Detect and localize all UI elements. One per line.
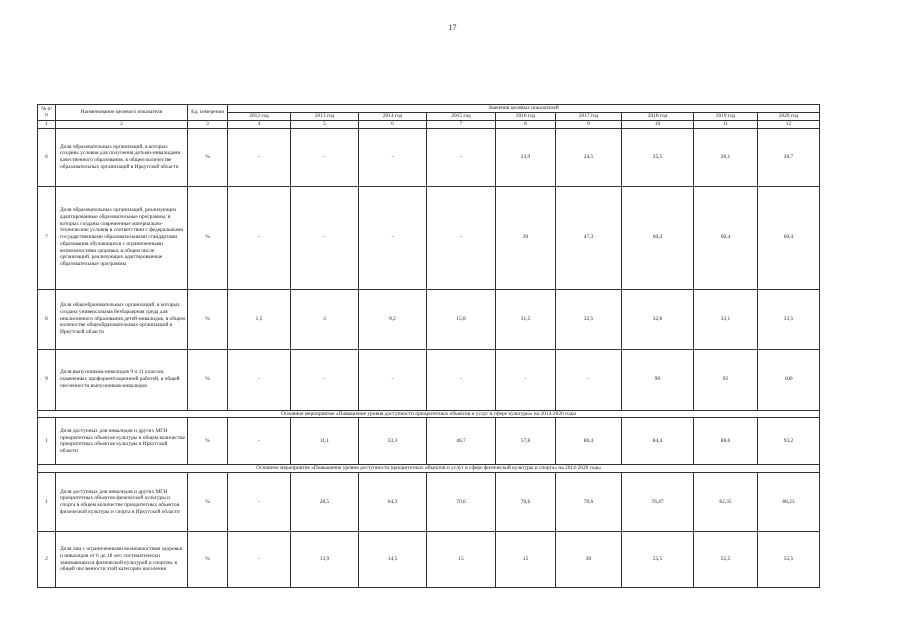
row-value: 20: [496, 186, 556, 289]
row-value: 1,5: [228, 289, 291, 349]
row-value: 88,6: [694, 418, 758, 465]
header-values-group: Значения целевых показателей: [228, 105, 820, 113]
row-unit: %: [188, 532, 228, 588]
row-value: 55,5: [622, 532, 694, 588]
header-year: 2015 год: [427, 113, 496, 121]
header-year: 2013 год: [291, 113, 359, 121]
row-value: 76,47: [622, 473, 694, 532]
header-year: 2018 год: [622, 113, 694, 121]
row-value: 15,8: [427, 289, 496, 349]
row-name: Доля образовательных организаций, в которых созданы условия для получения детьми-инвалидами качественного образования, в общем количестве образовательных организаций в Иркутской области: [56, 128, 188, 186]
row-value: -: [427, 349, 496, 410]
row-value: 15: [427, 532, 496, 588]
row-value: 26,1: [694, 128, 758, 186]
header-year: 2020 год: [758, 113, 820, 121]
row-value: 60,4: [622, 186, 694, 289]
row-value: 13,9: [291, 532, 359, 588]
table-row: [38, 289, 820, 349]
row-num: 1: [38, 473, 56, 532]
row-value: 15: [496, 532, 556, 588]
row-value: -: [228, 128, 291, 186]
row-unit: %: [188, 473, 228, 532]
row-name: Доля выпускников-инвалидов 9 и 11 классов, охваченных профориентационной работой, в общей численности выпускников-инвалидов: [56, 349, 188, 410]
header-unit: Ед. измерения: [188, 105, 228, 121]
row-value: -: [228, 418, 291, 465]
row-value: 24,5: [556, 128, 622, 186]
row-unit: %: [188, 186, 228, 289]
section-title-sport: Основное мероприятие «Повышение уровня доступности приоритетных объектов и услуг в сфере физической культуры и спорта» на 2014-2020 годы: [38, 465, 820, 473]
row-value: 25,5: [622, 128, 694, 186]
col-number: 12: [758, 120, 820, 128]
row-num: 2: [38, 532, 56, 588]
row-value: 33,5: [758, 289, 820, 349]
row-value: 100: [758, 349, 820, 410]
row-unit: %: [188, 289, 228, 349]
col-number: 11: [694, 120, 758, 128]
table-row: [38, 349, 820, 410]
row-value: 70,6: [556, 473, 622, 532]
row-value: 30: [556, 532, 622, 588]
col-number: 10: [622, 120, 694, 128]
page-number: 17: [448, 23, 457, 32]
row-value: 57,8: [496, 418, 556, 465]
col-number: 7: [427, 120, 496, 128]
col-number: 3: [188, 120, 228, 128]
row-value: -: [228, 532, 291, 588]
row-value: -: [359, 349, 427, 410]
col-number: 9: [556, 120, 622, 128]
row-value: 32,8: [622, 289, 694, 349]
row-unit: %: [188, 418, 228, 465]
row-value: -: [228, 186, 291, 289]
header-year: 2014 год: [359, 113, 427, 121]
row-num: 7: [38, 186, 56, 289]
header-year: 2016 год: [496, 113, 556, 121]
row-value: 14,5: [359, 532, 427, 588]
col-number: 2: [56, 120, 188, 128]
row-value: 31,5: [496, 289, 556, 349]
row-value: 80,4: [556, 418, 622, 465]
row-value: -: [291, 128, 359, 186]
table-row: [38, 186, 820, 289]
table-row: [38, 418, 820, 465]
col-number: 4: [228, 120, 291, 128]
row-name: Доля доступных для инвалидов и других МГН приоритетных объектов физической культуры и спорта в общем количестве приоритетных объектов физической культуры и спорта в Иркутской области: [56, 473, 188, 532]
row-value: -: [427, 186, 496, 289]
row-unit: %: [188, 128, 228, 186]
header-num: № п/п: [38, 105, 56, 121]
row-value: 32,5: [556, 289, 622, 349]
row-num: 6: [38, 128, 56, 186]
row-value: -: [291, 349, 359, 410]
row-value: 33,1: [694, 289, 758, 349]
row-value: 82,35: [694, 473, 758, 532]
table-row: [38, 128, 820, 186]
row-value: -: [496, 349, 556, 410]
row-value: 88,23: [758, 473, 820, 532]
row-value: 84,4: [622, 418, 694, 465]
row-value: 26,7: [758, 128, 820, 186]
row-name: Доля доступных для инвалидов и других МГН приоритетных объектов культуры в общем количестве приоритетных объектов культуры в Иркутской области: [56, 418, 188, 465]
row-value: 11,1: [291, 418, 359, 465]
row-value: 55,5: [694, 532, 758, 588]
row-value: 46,7: [427, 418, 496, 465]
col-number: 8: [496, 120, 556, 128]
header-year: 2019 год: [694, 113, 758, 121]
row-value: 60,4: [694, 186, 758, 289]
row-value: 64,3: [359, 473, 427, 532]
row-name: Доля лиц с ограниченными возможностями здоровья и инвалидов от 6 до 18 лет, систематически занимающихся физической культурой и спортом, в общей численности этой категории населения: [56, 532, 188, 588]
row-value: -: [291, 186, 359, 289]
row-value: -: [556, 349, 622, 410]
row-value: 60,4: [758, 186, 820, 289]
table-row: [38, 532, 820, 588]
row-num: 1: [38, 418, 56, 465]
header-year: 2012 год: [228, 113, 291, 121]
row-value: 33,3: [359, 418, 427, 465]
row-value: -: [228, 473, 291, 532]
row-value: -: [427, 128, 496, 186]
row-unit: %: [188, 349, 228, 410]
indicators-table: [37, 104, 820, 588]
row-value: -: [228, 349, 291, 410]
col-number: 6: [359, 120, 427, 128]
row-num: 8: [38, 289, 56, 349]
row-value: 47,3: [556, 186, 622, 289]
section-title-culture: Основное мероприятие «Повышение уровня доступности приоритетных объектов и услуг в сфере культуры» на 2014-2020 годы: [38, 410, 820, 418]
row-value: 70,6: [496, 473, 556, 532]
row-value: 55,5: [758, 532, 820, 588]
row-name: Доля образовательных организаций, реализующих адаптированные образовательные программы, в которых созданы современные материально-технические условия в соответствии с федеральными государственными образовательными стандартами образования обучающихся с ограниченными возможностями здоровья, в общем числе организаций, реализующих адаптированные образовательные программы: [56, 186, 188, 289]
header-year: 2017 год: [556, 113, 622, 121]
row-value: 23,9: [496, 128, 556, 186]
row-value: 70,6: [427, 473, 496, 532]
col-number: 5: [291, 120, 359, 128]
row-value: -: [359, 128, 427, 186]
row-value: 93,2: [758, 418, 820, 465]
row-value: 3: [291, 289, 359, 349]
table-row: [38, 473, 820, 532]
row-value: 9,2: [359, 289, 427, 349]
header-name: Наименование целевого показателя: [56, 105, 188, 121]
row-value: 95: [694, 349, 758, 410]
row-name: Доля общеобразовательных организаций, в которых создана универсальная безбарьерная среда для инклюзивного образования детей-инвалидов, в общем количестве общеобразовательных организаций в Иркутской области: [56, 289, 188, 349]
row-value: -: [359, 186, 427, 289]
row-value: 90: [622, 349, 694, 410]
col-number: 1: [38, 120, 56, 128]
row-num: 9: [38, 349, 56, 410]
row-value: 28,5: [291, 473, 359, 532]
